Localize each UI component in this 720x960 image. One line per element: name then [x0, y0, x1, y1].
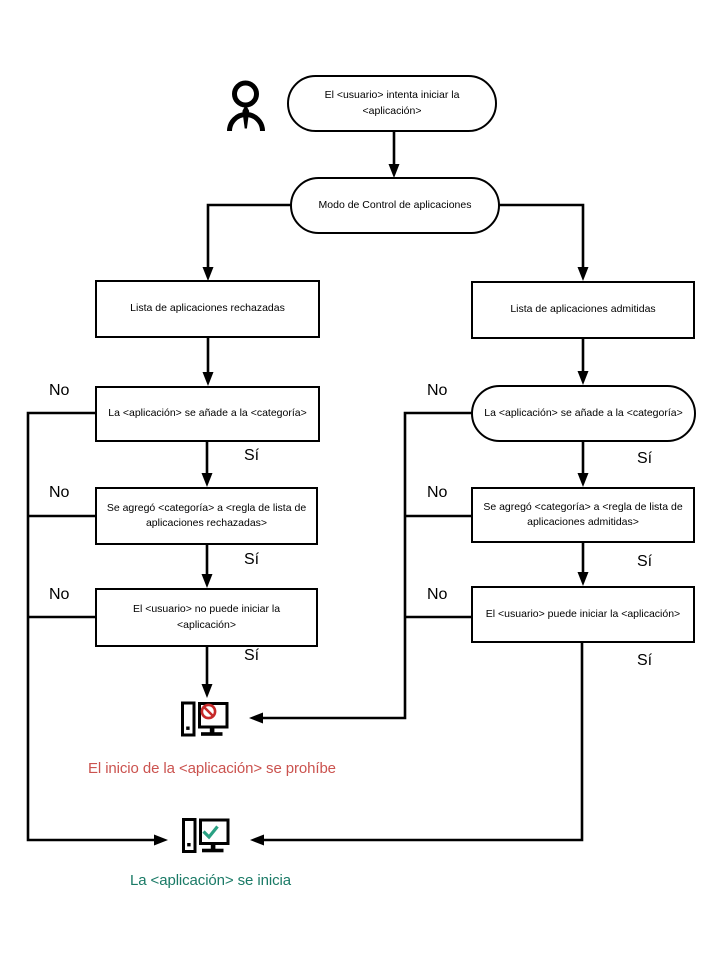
edge-label-yes-allow-result: Sí — [637, 652, 653, 669]
edge-label-no-allow-result: No — [427, 586, 448, 603]
edge-label-no-deny-category: No — [49, 382, 70, 399]
edge-label-no-deny-rule: No — [49, 484, 70, 501]
node-deny-rule: Se agregó <categoría> a <regla de lista de aplicaciones rechazadas> — [95, 487, 318, 545]
outcome-blocked-text: El inicio de la <aplicación> se prohíbe — [88, 760, 336, 777]
edge-label-yes-deny-category: Sí — [244, 447, 260, 464]
edge-label-yes-deny-result: Sí — [244, 647, 260, 664]
node-allow-result: El <usuario> puede iniciar la <aplicación> — [471, 586, 695, 643]
computer-started-icon — [184, 820, 229, 853]
edge-label-no-allow-rule: No — [427, 484, 448, 501]
edge-label-no-deny-result: No — [49, 586, 70, 603]
node-start: El <usuario> intenta iniciar la <aplicación> — [287, 75, 497, 132]
node-deny-result: El <usuario> no puede iniciar la <aplicación> — [95, 588, 318, 647]
node-deny-category: La <aplicación> se añade a la <categoría> — [95, 386, 320, 442]
prohibited-sign — [202, 705, 215, 718]
edge-label-yes-allow-rule: Sí — [637, 553, 653, 570]
outcome-started-text: La <aplicación> se inicia — [130, 872, 291, 889]
node-control-mode: Modo de Control de aplicaciones — [290, 177, 500, 234]
node-allow-rule: Se agregó <categoría> a <regla de lista de aplicaciones admitidas> — [471, 487, 695, 543]
node-allow-category: La <aplicación> se añade a la <categoría> — [471, 385, 696, 442]
node-allowlist: Lista de aplicaciones admitidas — [471, 281, 695, 339]
edge-label-yes-deny-rule: Sí — [244, 551, 260, 568]
computer-blocked-icon — [183, 703, 228, 736]
user-icon — [230, 83, 263, 131]
edge-label-no-allow-category: No — [427, 382, 448, 399]
edge-label-yes-allow-category: Sí — [637, 450, 653, 467]
node-denylist: Lista de aplicaciones rechazadas — [95, 280, 320, 338]
